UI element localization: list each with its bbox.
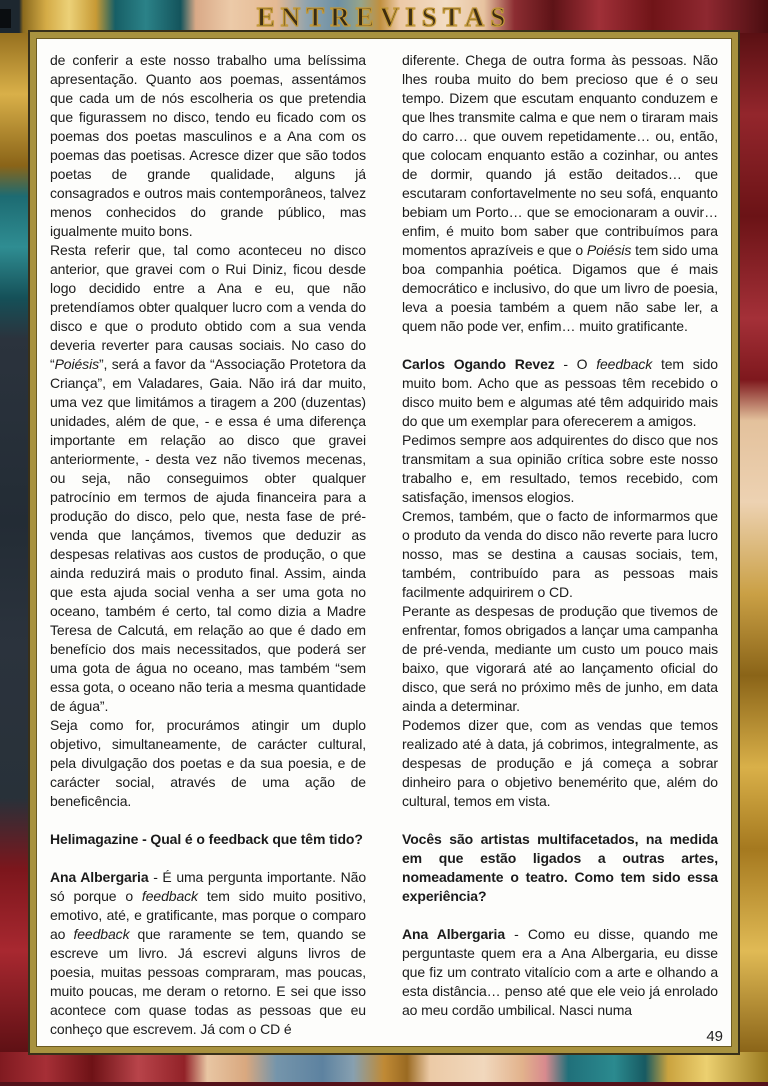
text-segment: Perante as despesas de produção que tivemos de enfrentar, fomos obrigados a lançar uma campanha de pré-venda, mediante um custo um pouco mais baixo, que vigorará até ao lançamento oficial do disco, que será no próximo mês de junho, em data ainda a determinar. <box>402 603 718 714</box>
photo-border-left <box>0 33 31 1053</box>
paragraph <box>50 716 366 811</box>
paragraph <box>402 431 718 507</box>
text-segment: - É uma pergunta importante. Não só porque o <box>50 869 367 904</box>
text-segment: Resta referir que, tal como aconteceu no disco anterior, que gravei com o Rui Diniz, ficou desde logo decidido entre a Ana e eu, que não pretendíamos obter qualquer lucro com a venda do disco e que o produto obtido com a sua venda deveria reverter para causas sociais. No caso do “ <box>50 242 366 372</box>
paragraph <box>402 355 718 431</box>
paragraph <box>402 51 718 336</box>
paragraph <box>402 925 718 1020</box>
text-segment: Helimagazine - Qual é o feedback que têm tido? <box>50 831 363 847</box>
question-heading <box>50 830 366 849</box>
paragraph <box>50 241 366 716</box>
speaker-name: Carlos Ogando Revez <box>402 356 555 372</box>
italic-term: Poiésis <box>586 242 632 258</box>
speaker-name: Ana Albergaria <box>402 926 506 942</box>
article-frame <box>30 32 738 1053</box>
text-segment: Seja como for, procurámos atingir um duplo objetivo, simultaneamente, de carácter cultural, pela divulgação dos poetas e da sua poesia, e de carácter social, através de uma ação de beneficência. <box>50 717 366 809</box>
text-segment: - O <box>554 356 597 372</box>
text-segment: Podemos dizer que, com as vendas que temos realizado até à data, já cobrimos, integralmente, as despesas de produção e já começa a sobrar dinheiro para o objetivo benemérito que, além do cultural, temos em vista. <box>402 717 718 809</box>
question-heading <box>402 830 718 906</box>
italic-term: feedback <box>596 356 653 372</box>
section-title: ENTREVISTAS <box>256 2 512 32</box>
left-column <box>50 51 366 1039</box>
paragraph <box>402 507 718 602</box>
italic-term: Poiésis <box>54 356 99 372</box>
text-segment: Cremos, também, que o facto de informarmos que o produto da venda do disco não reverte para lucro nosso, mas se destina a causas sociais, tem, também, contribuído para as pessoas mais facilmente adquirirem o CD. <box>402 508 718 600</box>
photo-border-right <box>737 33 768 1053</box>
photo-border-bottom <box>0 1052 768 1086</box>
text-segment: tem sido uma boa companhia poética. Digamos que é mais democrático e inclusivo, do que um livro de poesia, leva a poesia também a quem não sabe ler, a quem não pode ver, enfim… muito gratificante. <box>402 242 719 334</box>
text-segment: Vocês são artistas multifacetados, na medida em que estão ligados a outras artes, nomeadamente o teatro. Como tem sido essa experiência? <box>402 831 718 904</box>
paragraph <box>402 602 718 716</box>
text-segment: - Como eu disse, quando me perguntaste quem era a Ana Albergaria, eu disse que fiz um contrato vitalício com a arte e olhando a esta distância… penso até que ele veio já enrolado ao meu cordão umbilical. Nasci numa <box>402 926 718 1018</box>
paragraph <box>50 868 366 1039</box>
page-number: 49 <box>706 1028 723 1045</box>
speaker-name: Ana Albergaria <box>50 869 149 885</box>
text-segment: que raramente se tem, quando se escreve um livro. Já escrevi alguns livros de poesia, muitas pessoas compraram, mas poucas, muito poucas, me deram o retorno. E sei que isso acontece com quase todas as pessoas que eu conheço que escrevem. Já com o CD é <box>50 926 366 1037</box>
paragraph <box>50 51 366 241</box>
right-column <box>402 51 718 1039</box>
paragraph <box>402 716 718 811</box>
text-segment: de conferir a este nosso trabalho uma belíssima apresentação. Quanto aos poemas, assentámos que cada um de nós escolheria os que pretendia que figurassem no disco, tendo eu ficado com os poemas dos poetas masculinos e a Ana com os poemas das poetisas. Acresce dizer que são todos poetas de grande qualidade, alguns já consagrados e outros mais contemporâneos, talvez menos conhecidos do grande público, mas igualmente muito bons. <box>50 52 366 239</box>
text-segment: diferente. Chega de outra forma às pessoas. Não lhes rouba muito do bem precioso que é o seu tempo. Dizem que escutam enquanto conduzem e que lhes transmite calma e que nem o tiraram mais do carro… que ouvem repetidamente… ou, então, que colocam enquanto estão a cozinhar, ou antes de dormir, quando já estão deitados… que escutaram confortavelmente no seu sofá, enquanto bebiam um Porto… que se emocionaram a ouvir… enfim, é muito bom saber que contribuímos para momentos aprazíveis e que o <box>402 52 718 258</box>
text-segment: tem sido muito bom. Acho que as pessoas têm recebido o disco muito bem e algumas até têm adquirido mais do que um exemplar para oferecerem a amigos. <box>402 356 718 429</box>
text-segment: ”, será a favor da “Associação Protetora da Criança”, em Valadares, Gaia. Não irá dar muito, uma vez que limitámos a tiragem a 200 (duzentas) unidades, além de que, - e essa é uma diferença importante em relação ao disco que gravei anteriormente, - desta vez não tivemos mecenas, ou seja, não conseguimos obter qualquer patrocínio em termos de ajuda financeira para a produção do disco, pelo que, nesta fase de pré-venda que lançámos, tivemos que deduzir as despesas relativas aos custos de produção, o que ainda reduzirá mais o produto final. Assim, ainda que esta ajuda social venha a ser uma gota no oceano, também é certo, tal como dizia a Madre Teresa de Calcutá, em relação ao que é dado em benefício dos mais necessitados, que poderá ser uma gota de água no oceano, mas também “sem essa gota, o oceano não teria a mesma quantidade de água”. <box>50 356 366 714</box>
text-segment: tem sido muito positivo, emotivo, até, e gratificante, mas porque o comparo ao <box>50 888 366 942</box>
text-segment: Pedimos sempre aos adquirentes do disco que nos transmitam a sua opinião crítica sobre este nosso trabalho e, em resultado, temos recebido, com satisfação, imensos elogios. <box>402 432 718 505</box>
italic-term: feedback <box>73 926 130 942</box>
article-columns <box>36 38 732 1047</box>
italic-term: feedback <box>141 888 198 904</box>
